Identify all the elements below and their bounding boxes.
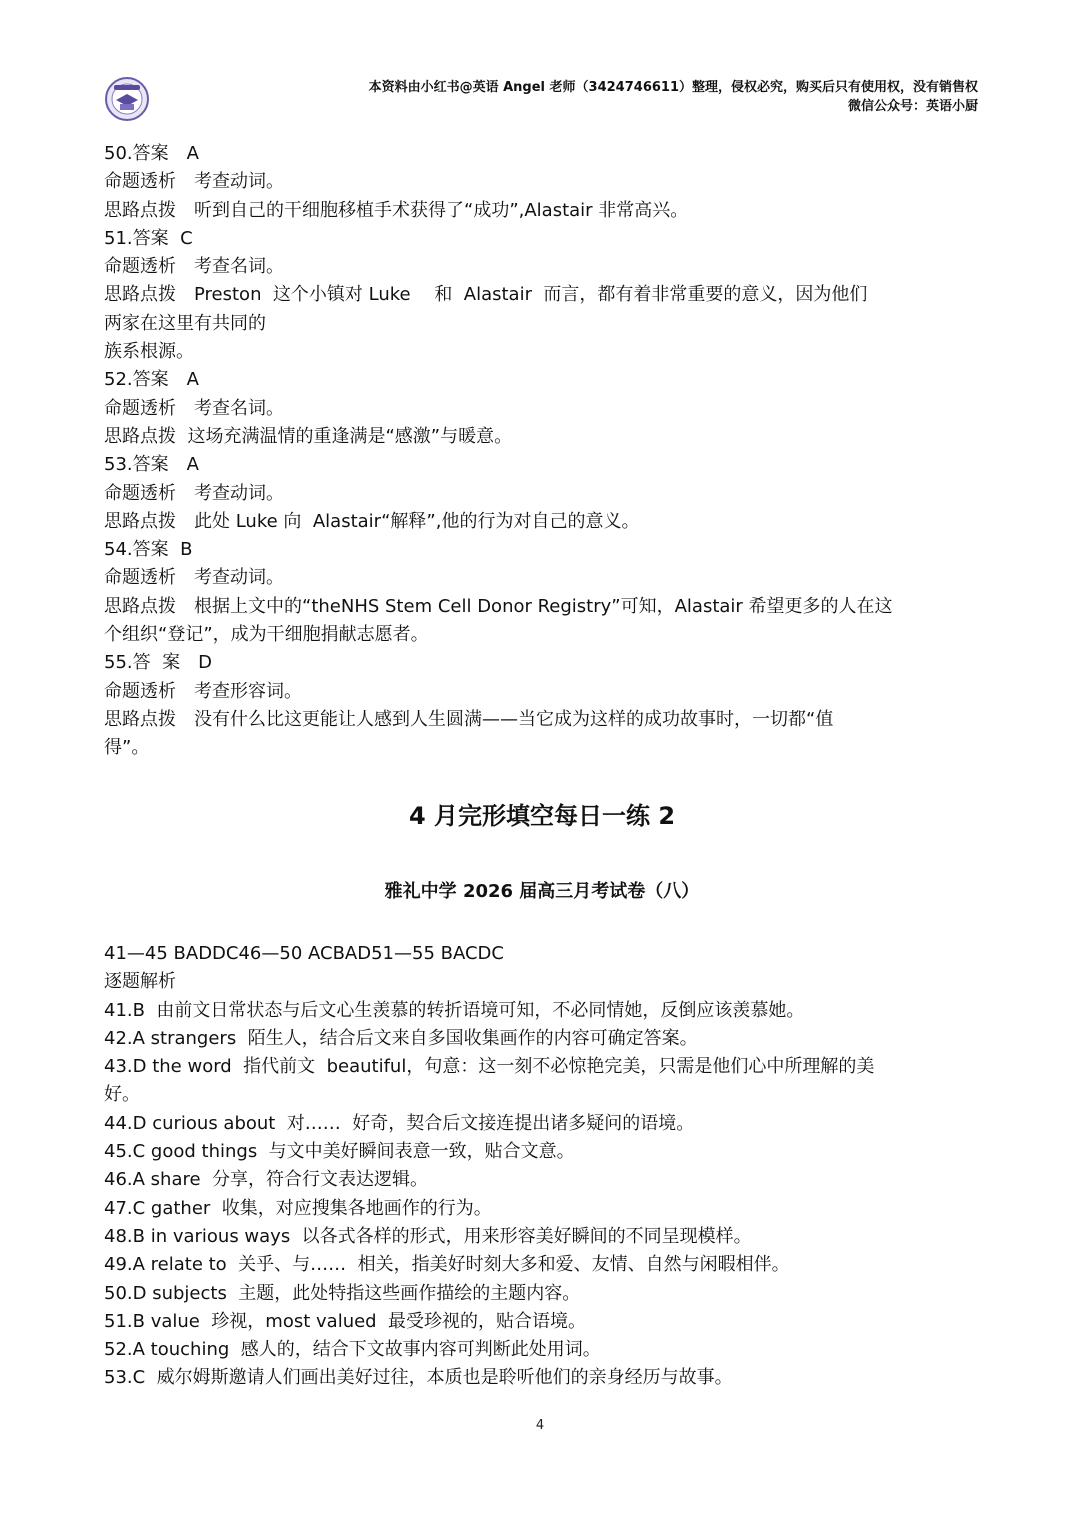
answer-line: 思路点拨 这场充满温情的重逢满是“感激”与暖意。 — [104, 425, 513, 447]
section-title: 4 月完形填空每日一练 2 — [408, 802, 676, 830]
answer-line: 得”。 — [104, 737, 150, 759]
answer-line: 52.答案 A — [104, 369, 199, 391]
section-subtitle: 雅礼中学 2026 届高三月考试卷（八） — [384, 881, 700, 902]
school-logo-icon — [104, 76, 150, 122]
answer-line: 42.A strangers 陌生人，结合后文来自多国收集画作的内容可确定答案。 — [104, 1027, 698, 1049]
answer-line: 思路点拨 此处 Luke 向 Alastair“解释”,他的行为对自己的意义。 — [104, 510, 640, 532]
answer-line: 好。 — [104, 1084, 140, 1106]
answer-line: 51.B value 珍视，most valued 最受珍视的，贴合语境。 — [104, 1310, 587, 1332]
answer-line: 命题透析 考查动词。 — [104, 567, 284, 589]
answers-part2 — [104, 940, 980, 1393]
answer-line: 命题透析 考查名词。 — [104, 256, 284, 278]
answer-line: 思路点拨 Preston 这个小镇对 Luke 和 Alastair 而言，都有着非常重要的意义，因为他们 — [104, 284, 868, 306]
answer-line: 52.A touching 感人的，结合下文故事内容可判断此处用词。 — [104, 1339, 601, 1361]
answer-line: 53.C 威尔姆斯邀请人们画出美好过往，本质也是聆听他们的亲身经历与故事。 — [104, 1367, 733, 1389]
page-header — [100, 72, 978, 122]
answer-line: 命题透析 考查形容词。 — [104, 680, 302, 702]
answer-line: 45.C good things 与文中美好瞬间表意一致，贴合文意。 — [104, 1141, 575, 1163]
header-wechat: 微信公众号：英语小厨 — [847, 99, 978, 114]
answer-line: 53.答案 A — [104, 454, 199, 476]
answer-line: 两家在这里有共同的 — [104, 312, 266, 334]
answer-line: 50.答案 A — [104, 143, 199, 164]
answer-line: 47.C gather 收集，对应搜集各地画作的行为。 — [104, 1197, 492, 1219]
answer-line: 思路点拨 根据上文中的“theNHS Stem Cell Donor Registry”可知，Alastair 希望更多的人在这 — [104, 595, 893, 617]
answer-line: 50.D subjects 主题，此处特指这些画作描绘的主题内容。 — [104, 1282, 581, 1304]
answer-line: 命题透析 考查动词。 — [104, 482, 284, 504]
answer-line: 思路点拨 听到自己的干细胞移植手术获得了“成功”,Alastair 非常高兴。 — [104, 199, 689, 221]
page-number: 4 — [535, 1418, 545, 1433]
answer-line: 44.D curious about 对…… 好奇，契合后文接连提出诸多疑问的语境。 — [104, 1112, 695, 1134]
answer-line: 48.B in various ways 以各式各样的形式，用来形容美好瞬间的不同呈现模样。 — [104, 1225, 752, 1247]
answer-line: 命题透析 考查动词。 — [104, 171, 284, 193]
answer-line: 54.答案 B — [104, 539, 193, 561]
answer-line: 51.答案 C — [104, 227, 193, 249]
answer-line: 思路点拨 没有什么比这更能让人感到人生圆满——当它成为这样的成功故事时，一切都“值 — [104, 708, 834, 730]
answer-line: 个组织“登记”，成为干细胞捐献志愿者。 — [104, 624, 429, 646]
answer-line: 41.B 由前文日常状态与后文心生羡慕的转折语境可知，不必同情她，反倒应该羡慕她。 — [104, 999, 805, 1021]
answer-line: 43.D the word 指代前文 beautiful，句意：这一刻不必惊艳完美，只需是他们心中所理解的美 — [104, 1056, 875, 1078]
answers-part1 — [104, 140, 980, 763]
header-copyright: 本资料由小红书@英语 Angel 老师（3424746611）整理，侵权必究，购买后只有使用权，没有销售权 — [368, 80, 978, 95]
answer-line: 46.A share 分享，符合行文表达逻辑。 — [104, 1169, 428, 1191]
answer-line: 41—45 BADDC46—50 ACBAD51—55 BACDC — [104, 943, 504, 964]
answer-line: 55.答 案 D — [104, 652, 212, 674]
answer-line: 族系根源。 — [104, 341, 194, 363]
answer-line: 逐题解析 — [104, 971, 176, 993]
answer-line: 命题透析 考查名词。 — [104, 397, 284, 419]
document-body — [104, 140, 980, 1389]
answer-line: 49.A relate to 关乎、与…… 相关，指美好时刻大多和爱、友情、自然与闲暇相伴。 — [104, 1254, 790, 1276]
